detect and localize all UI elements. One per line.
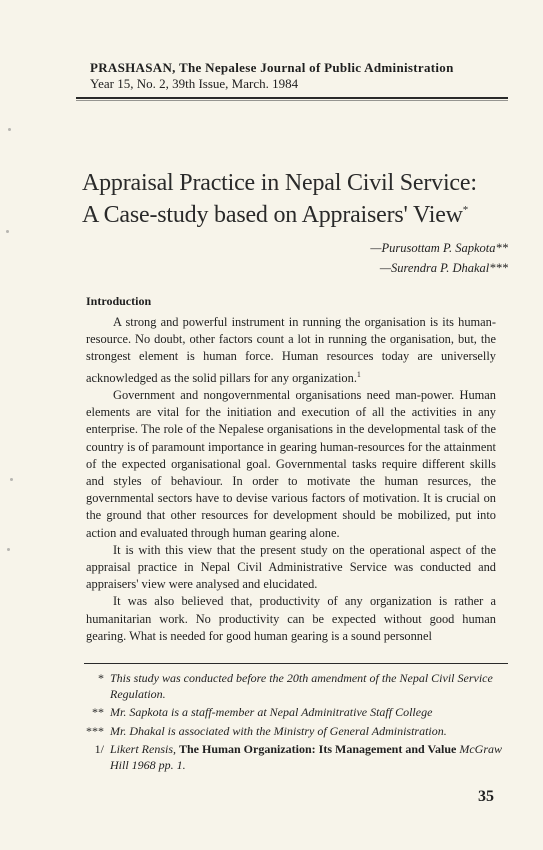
footnote-ref: 1 xyxy=(356,369,361,379)
article-title xyxy=(82,170,512,229)
footnote-rule xyxy=(84,663,508,664)
paragraph: It was also believed that, productivity of any organization is rather a humanitarian work. No productivity can be expected without good human gearing. What is needed for good human gearing is a sound personnel xyxy=(86,594,496,643)
footnote xyxy=(74,741,504,773)
footnote-mark: 1/ xyxy=(94,741,104,756)
scan-speck xyxy=(6,230,9,233)
title-footnote-mark: * xyxy=(462,204,469,216)
journal-header xyxy=(90,60,510,92)
paragraph-1-text: A strong and powerful instrument in running the organisation is its human-resource. No doubt, other factors count a lot in running the organisation, but, the strongest element is human force. Human resources today are universelly acknowledged as the solid pillars for any organization. xyxy=(86,315,496,385)
scan-speck xyxy=(8,128,11,131)
title-line-2 xyxy=(82,197,512,229)
scan-speck xyxy=(7,548,10,551)
title-line-1: Appraisal Practice in Nepal Civil Service: xyxy=(82,170,477,196)
scan-speck xyxy=(10,478,13,481)
header-rule xyxy=(76,97,508,99)
paragraph xyxy=(86,314,496,387)
footnote-text: Mr. Sapkota is a staff-member at Nepal Adminitrative Staff College xyxy=(110,705,433,720)
footnotes xyxy=(74,670,504,775)
paragraph: It is with this view that the present study on the operational aspect of the appraisal practice in Nepal Civil Administrative Service was conducted and appraisers' view were analysed and elucidated. xyxy=(86,542,496,592)
footnote-mark: *** xyxy=(86,723,104,738)
journal-name: PRASHASAN, The Nepalese Journal of Public Administration xyxy=(90,60,454,75)
header-rule-thin xyxy=(76,100,508,101)
footnote-text: This study was conducted before the 20th amendment of the Nepal Civil Service Regulation. xyxy=(110,671,493,702)
title-line-2-text: A Case-study based on Appraisers' View xyxy=(82,202,463,228)
footnote xyxy=(74,670,504,702)
ref-publisher: McGraw Hill 1968 pp. 1. xyxy=(110,741,503,773)
author-dhakal: —Surendra P. Dhakal*** xyxy=(379,261,508,275)
footnote-mark: ** xyxy=(92,705,104,720)
footnote-text: Mr. Dhakal is associated with the Ministry of General Administration. xyxy=(110,723,447,738)
author-sapkota: —Purusottam P. Sapkota** xyxy=(370,241,508,255)
paragraph: Government and nongovernmental organisations need man-power. Human elements are vital for the initiation and execution of all the activities in any enterprise. The role of the Nepalese organisations in the developmental task of the country is of paramount importance in gearing human-resources for the attainment of the expected organisational goal. Governmental tasks require different skills and styles of behaviour. In order to motivate the human resurces, the governmental sectors have to devise various factors of motivation. It is crucial on the ground that other resources for development should be mobilized, put into action and evaluated through human gearing alone. xyxy=(86,387,496,540)
section-heading: Introduction xyxy=(86,294,152,308)
page-number: 35 xyxy=(478,788,494,805)
footnote-reference xyxy=(110,741,504,773)
author-list xyxy=(370,238,508,278)
footnote xyxy=(74,723,504,739)
article-body xyxy=(86,314,496,645)
ref-author: Likert Rensis, xyxy=(110,741,176,756)
ref-title: The Human Organization: Its Management and Value xyxy=(179,741,457,756)
footnote xyxy=(74,704,504,720)
journal-issue: Year 15, No. 2, 39th Issue, March. 1984 xyxy=(90,76,299,91)
footnote-mark: * xyxy=(98,671,104,685)
